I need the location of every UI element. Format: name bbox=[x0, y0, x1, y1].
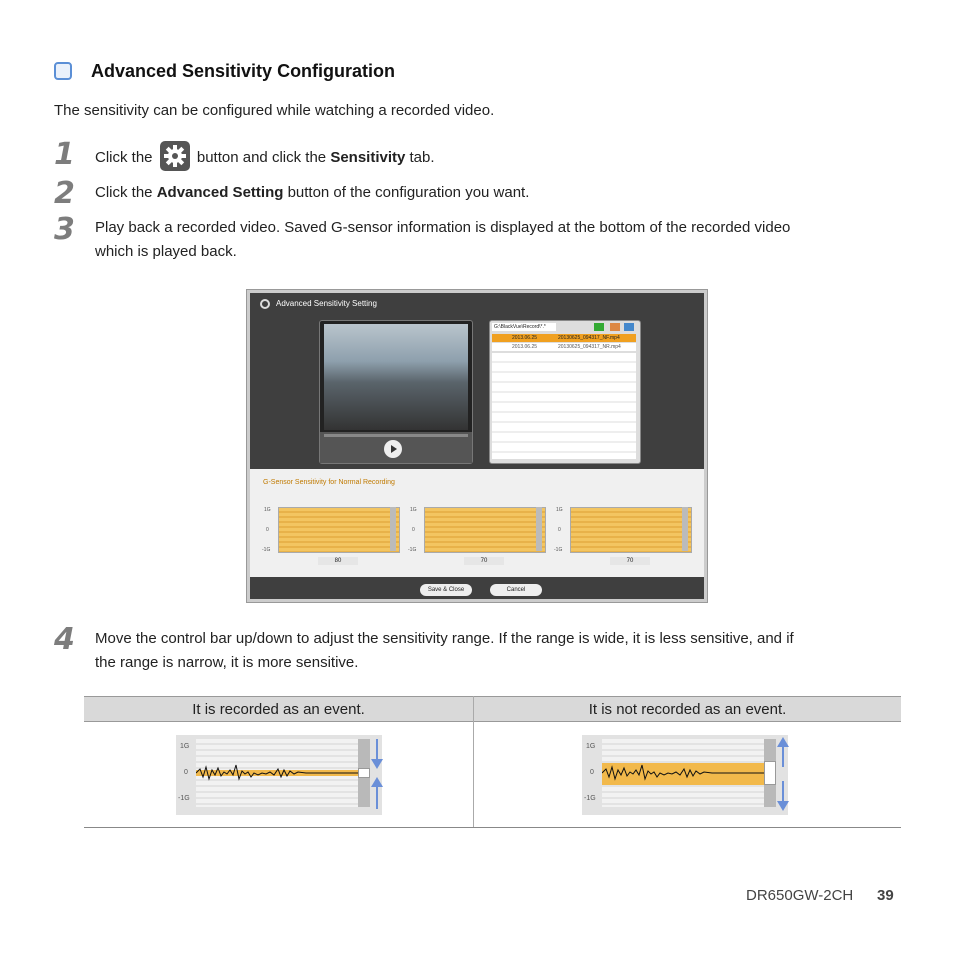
graph-area bbox=[602, 739, 764, 807]
sensitivity-value-x[interactable]: 80 bbox=[318, 557, 358, 565]
axis-label-bottom: -1G bbox=[408, 547, 417, 553]
footer-page-number: 39 bbox=[877, 887, 894, 904]
settings-gear-icon bbox=[259, 298, 271, 310]
gsensor-graph-x bbox=[264, 505, 400, 577]
graph-area bbox=[196, 739, 358, 807]
play-icon[interactable] bbox=[384, 440, 402, 458]
axis-label-mid: 0 bbox=[558, 527, 561, 533]
axis-label-mid: 0 bbox=[412, 527, 415, 533]
graph-slider[interactable] bbox=[682, 507, 688, 551]
step-number-2: 2 bbox=[54, 176, 75, 211]
sensitivity-value-y[interactable]: 70 bbox=[464, 557, 504, 565]
range-slider[interactable] bbox=[764, 739, 776, 807]
axis-label-mid: 0 bbox=[266, 527, 269, 533]
axis-label-bottom: -1G bbox=[554, 547, 563, 553]
step-3-line-2: which is played back. bbox=[95, 243, 237, 260]
arrow-inward-icon bbox=[370, 737, 384, 811]
table-header-recorded: It is recorded as an event. bbox=[84, 696, 473, 722]
video-player bbox=[319, 320, 473, 464]
axis-label-bottom: -1G bbox=[584, 795, 596, 802]
step-1-part-b: button and click the bbox=[196, 148, 327, 166]
gear-icon bbox=[160, 141, 190, 171]
step-number-1: 1 bbox=[54, 137, 75, 172]
axis-label-top: 1G bbox=[410, 507, 417, 513]
gsensor-waveform bbox=[602, 739, 764, 807]
graph-area bbox=[570, 507, 692, 553]
video-controls bbox=[320, 432, 472, 463]
step-3-line-1: Play back a recorded video. Saved G-sensor information is displayed at the bottom of the recorded video bbox=[95, 219, 791, 236]
file-list-empty bbox=[492, 353, 636, 459]
graph-area bbox=[424, 507, 546, 553]
save-close-button[interactable]: Save & Close bbox=[420, 584, 472, 596]
narrow-range-graph bbox=[176, 735, 382, 815]
file-path: G:\BlackVue\Record\*.* bbox=[492, 323, 556, 331]
slider-knob[interactable] bbox=[358, 768, 370, 778]
table-divider bbox=[473, 696, 474, 828]
table-bottom-rule bbox=[84, 827, 901, 828]
step-4-line-1: Move the control bar up/down to adjust the sensitivity range. If the range is wide, it is less sensitive, and if bbox=[95, 630, 794, 647]
step-1-part-a: Click the bbox=[95, 148, 153, 166]
step-number-3: 3 bbox=[54, 212, 75, 247]
gsensor-waveform bbox=[196, 739, 358, 807]
footer-model: DR650GW-2CH bbox=[746, 887, 854, 904]
step-2-text bbox=[95, 181, 529, 205]
axis-label-top: 1G bbox=[586, 743, 596, 750]
axis-label-mid: 0 bbox=[184, 769, 188, 776]
graph-slider[interactable] bbox=[536, 507, 542, 551]
advanced-setting-screenshot bbox=[246, 289, 708, 603]
file-date: 2013.06.25 bbox=[512, 344, 538, 350]
step-1-part-c: tab. bbox=[409, 148, 435, 166]
file-row[interactable] bbox=[492, 343, 636, 351]
step-2-part-b: button of the configuration you want. bbox=[287, 184, 530, 201]
slider-knob[interactable] bbox=[764, 761, 776, 785]
step-1-text bbox=[95, 143, 435, 173]
gsensor-section bbox=[250, 469, 704, 577]
video-progress[interactable] bbox=[324, 434, 468, 437]
range-slider[interactable] bbox=[358, 739, 370, 807]
axis-label-bottom: -1G bbox=[178, 795, 190, 802]
axis-label-bottom: -1G bbox=[262, 547, 271, 553]
table-header-not-recorded: It is not recorded as an event. bbox=[474, 696, 901, 722]
gsensor-section-title: G-Sensor Sensitivity for Normal Recording bbox=[263, 479, 395, 486]
file-name: 20130625_094317_NR.mp4 bbox=[558, 344, 621, 350]
step-1-bold: Sensitivity bbox=[330, 148, 406, 166]
arrow-outward-icon bbox=[776, 737, 790, 811]
axis-label-top: 1G bbox=[556, 507, 563, 513]
file-date: 2013.06.25 bbox=[512, 335, 538, 341]
filter-event-icon[interactable] bbox=[610, 323, 620, 331]
page-heading: Advanced Sensitivity Configuration bbox=[91, 61, 396, 81]
step-number-4: 4 bbox=[54, 622, 75, 657]
sensitivity-value-z[interactable]: 70 bbox=[610, 557, 650, 565]
graph-area bbox=[278, 507, 400, 553]
gsensor-graph-y bbox=[410, 505, 546, 577]
section-checkbox-icon bbox=[54, 62, 72, 80]
intro-text: The sensitivity can be configured while watching a recorded video. bbox=[54, 102, 495, 119]
axis-label-mid: 0 bbox=[590, 769, 594, 776]
axis-label-top: 1G bbox=[180, 743, 190, 750]
step-2-bold: Advanced Setting bbox=[156, 184, 284, 201]
step-4-line-2: the range is narrow, it is more sensitive. bbox=[95, 654, 359, 671]
step-4-text bbox=[95, 627, 901, 675]
gsensor-graph-z bbox=[556, 505, 692, 577]
filter-parking-icon[interactable] bbox=[624, 323, 634, 331]
video-frame bbox=[324, 324, 468, 430]
axis-label-top: 1G bbox=[264, 507, 271, 513]
comparison-table bbox=[84, 696, 901, 828]
file-list-panel bbox=[489, 320, 641, 464]
screenshot-title: Advanced Sensitivity Setting bbox=[276, 299, 377, 308]
cancel-button[interactable]: Cancel bbox=[490, 584, 542, 596]
step-2-part-a: Click the bbox=[95, 184, 153, 201]
file-name: 20130625_094317_NF.mp4 bbox=[558, 335, 620, 341]
wide-range-graph bbox=[582, 735, 788, 815]
filter-normal-icon[interactable] bbox=[594, 323, 604, 331]
graph-slider[interactable] bbox=[390, 507, 396, 551]
step-3-text bbox=[95, 216, 901, 264]
file-row[interactable] bbox=[492, 334, 636, 342]
